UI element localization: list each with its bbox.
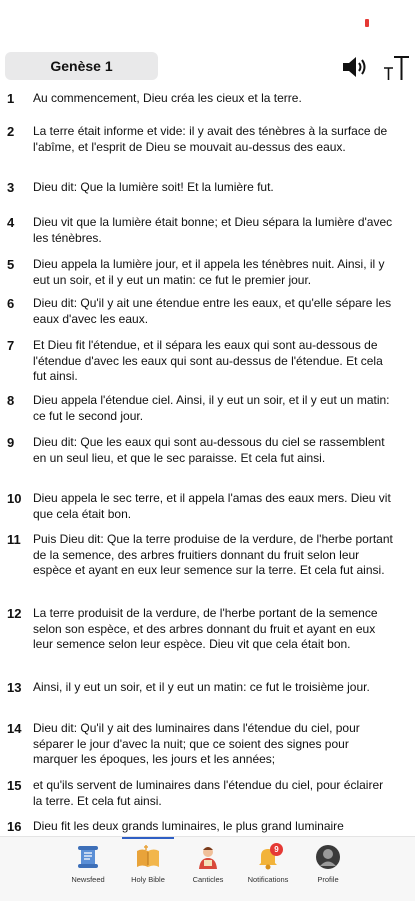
verse-text: Au commencement, Dieu créa les cieux et la terre.: [33, 91, 302, 105]
verse-number: 8: [7, 393, 15, 408]
verse-number: 14: [7, 721, 22, 736]
verse-text: Dieu appela le sec terre, et il appela l'amas des eaux mers. Dieu vit que cela était bon.: [33, 491, 391, 521]
scroll-icon: [74, 843, 102, 871]
nav-label: Canticles: [192, 875, 224, 884]
nav-label: Profile: [317, 875, 339, 884]
verse-text: Dieu appela la lumière jour, et il appela les ténèbres nuit. Ainsi, il y eut un soir, et il y eut un matin: ce fut le premier jour.: [33, 257, 385, 287]
chapter-selector-button[interactable]: [5, 52, 158, 80]
verse-text: Dieu dit: Qu'il y ait une étendue entre les eaux, et qu'elle sépare les eaux d'avec les eaux.: [33, 296, 392, 326]
status-bar: [0, 0, 415, 45]
verse-number: 16: [7, 819, 22, 834]
bottom-nav-bar: [0, 836, 415, 901]
verse-text: La terre produisit de la verdure, de l'herbe portant de la semence selon son espèce, et des arbres donnant du fruit et ayant en eux leur semence selon leur espèce. Dieu vit que cela était bon.: [33, 606, 378, 651]
nav-label: Notifications: [247, 875, 289, 884]
verse-number: 2: [7, 124, 15, 139]
reader-header: [0, 50, 415, 84]
verse-text: Ainsi, il y eut un soir, et il y eut un matin: ce fut le troisième jour.: [33, 680, 370, 694]
nav-label: Newsfeed: [71, 875, 105, 884]
verse-text: Dieu fit les deux grands luminaires, le plus grand luminaire: [33, 819, 344, 833]
nav-holy-bible[interactable]: [120, 837, 176, 901]
text-size-icon: [382, 54, 412, 82]
verse-text: et qu'ils servent de luminaires dans l'étendue du ciel, pour éclairer la terre. Et cela fut ainsi.: [33, 778, 384, 808]
nav-newsfeed[interactable]: [60, 837, 116, 901]
bible-icon: [134, 843, 162, 871]
nav-notifications[interactable]: [240, 837, 296, 901]
notification-badge: 9: [270, 843, 283, 856]
verse-number: 5: [7, 257, 15, 272]
nav-profile[interactable]: [300, 837, 356, 901]
verse-number: 15: [7, 778, 22, 793]
verse-number: 4: [7, 215, 15, 230]
singer-icon: [194, 843, 222, 871]
verse-list[interactable]: [0, 88, 415, 836]
verse-number: 10: [7, 491, 22, 506]
verse-number: 11: [7, 532, 21, 547]
verse-text: Dieu appela l'étendue ciel. Ainsi, il y eut un soir, et il y eut un matin: ce fut le second jour.: [33, 393, 390, 423]
recording-indicator: [365, 19, 369, 27]
verse-number: 7: [7, 338, 15, 353]
speaker-icon: [340, 54, 370, 80]
audio-button[interactable]: [340, 54, 370, 80]
verse-number: 1: [7, 91, 15, 106]
verse-number: 13: [7, 680, 22, 695]
verse-number: 3: [7, 180, 15, 195]
verse-text: Dieu vit que la lumière était bonne; et Dieu sépara la lumière d'avec les ténèbres.: [33, 215, 393, 245]
nav-label: Holy Bible: [131, 875, 165, 884]
active-tab-indicator: [122, 837, 174, 839]
chapter-title: Genèse 1: [50, 58, 113, 74]
verse-text: Et Dieu fit l'étendue, et il sépara les eaux qui sont au-dessous de l'étendue d'avec les eaux qui sont au-dessus de l'étendue. Et cela fut ainsi.: [33, 338, 383, 383]
verse-text: Dieu dit: Que la lumière soit! Et la lumière fut.: [33, 180, 274, 194]
verse-text: Dieu dit: Qu'il y ait des luminaires dans l'étendue du ciel, pour séparer le jour d'avec la nuit; que ce soient des signes pour marquer les époques, les jours et les années;: [33, 721, 360, 766]
verse-number: 9: [7, 435, 15, 450]
font-size-button[interactable]: [382, 54, 412, 82]
verse-number: 6: [7, 296, 15, 311]
profile-icon: [314, 843, 342, 871]
nav-canticles[interactable]: [180, 837, 236, 901]
verse-text: Puis Dieu dit: Que la terre produise de la verdure, de l'herbe portant de la semence, des arbres fruitiers donnant du fruit selon leur espèce et ayant en eux leur semence sur la terre. Et cela fut ainsi.: [33, 532, 393, 577]
verse-text: La terre était informe et vide: il y avait des ténèbres à la surface de l'abîme, et l'esprit de Dieu se mouvait au-dessus des eaux.: [33, 124, 388, 154]
verse-text: Dieu dit: Que les eaux qui sont au-dessous du ciel se rassemblent en un seul lieu, et que le sec paraisse. Et cela fut ainsi.: [33, 435, 385, 465]
verse-number: 12: [7, 606, 22, 621]
